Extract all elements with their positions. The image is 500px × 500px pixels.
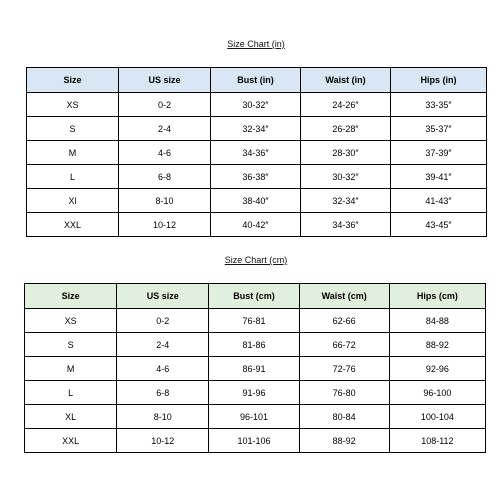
size-cell: XS [25,309,117,333]
waist-cell: 72-76 [299,357,389,381]
bust-cell: 40-42″ [211,213,301,237]
us-size-cell: 10-12 [117,429,209,453]
cm-size-table [24,283,486,453]
table-row [25,429,486,453]
bust-cell: 91-96 [209,381,299,405]
hips-cell: 33-35″ [391,93,487,117]
table-row [25,381,486,405]
us-size-cell: 6-8 [119,165,211,189]
bust-cell: 101-106 [209,429,299,453]
hips-cell: 92-96 [389,357,485,381]
bust-cell: 34-36″ [211,141,301,165]
us-size-cell: 2-4 [117,333,209,357]
us-size-cell: 8-10 [119,189,211,213]
size-cell: XS [27,93,119,117]
table-row [25,333,486,357]
table-row [27,165,487,189]
size-cell: XXL [25,429,117,453]
us-size-cell: 4-6 [117,357,209,381]
waist-cell: 76-80 [299,381,389,405]
waist-cell: 30-32″ [301,165,391,189]
waist-cell: 32-34″ [301,189,391,213]
waist-cell: 26-28″ [301,117,391,141]
waist-cell: 66-72 [299,333,389,357]
header-hips: Hips (cm) [389,284,485,309]
table-row [25,357,486,381]
waist-cell: 34-36″ [301,213,391,237]
waist-cell: 88-92 [299,429,389,453]
us-size-cell: 8-10 [117,405,209,429]
us-size-cell: 6-8 [117,381,209,405]
size-cell: Xl [27,189,119,213]
us-size-cell: 0-2 [119,93,211,117]
hips-cell: 35-37″ [391,117,487,141]
hips-cell: 88-92 [389,333,485,357]
table-row [27,93,487,117]
header-us-size: US size [119,68,211,93]
waist-cell: 62-66 [299,309,389,333]
size-cell: S [25,333,117,357]
bust-cell: 30-32″ [211,93,301,117]
size-cell: S [27,117,119,141]
table-row [27,141,487,165]
hips-cell: 37-39″ [391,141,487,165]
size-cell: M [27,141,119,165]
hips-cell: 84-88 [389,309,485,333]
hips-cell: 39-41″ [391,165,487,189]
bust-cell: 38-40″ [211,189,301,213]
hips-cell: 96-100 [389,381,485,405]
header-bust: Bust (in) [211,68,301,93]
table-row [25,405,486,429]
size-cell: L [25,381,117,405]
bust-cell: 96-101 [209,405,299,429]
waist-cell: 24-26″ [301,93,391,117]
hips-cell: 41-43″ [391,189,487,213]
us-size-cell: 2-4 [119,117,211,141]
us-size-cell: 10-12 [119,213,211,237]
bust-cell: 32-34″ [211,117,301,141]
hips-cell: 100-104 [389,405,485,429]
inch-chart-title: Size Chart (in) [227,39,285,49]
bust-cell: 36-38″ [211,165,301,189]
bust-cell: 81-86 [209,333,299,357]
header-bust: Bust (cm) [209,284,299,309]
size-cell: XL [25,405,117,429]
bust-cell: 86-91 [209,357,299,381]
waist-cell: 28-30″ [301,141,391,165]
table-header-row [25,284,486,309]
header-us-size: US size [117,284,209,309]
inch-size-table [26,67,487,237]
cm-chart-title: Size Chart (cm) [224,255,288,265]
bust-cell: 76-81 [209,309,299,333]
header-hips: Hips (in) [391,68,487,93]
header-size: Size [27,68,119,93]
table-row [27,117,487,141]
us-size-cell: 0-2 [117,309,209,333]
table-row [27,189,487,213]
table-row [27,213,487,237]
header-size: Size [25,284,117,309]
hips-cell: 43-45″ [391,213,487,237]
size-cell: L [27,165,119,189]
size-cell: XXL [27,213,119,237]
table-header-row [27,68,487,93]
header-waist: Waist (cm) [299,284,389,309]
table-row [25,309,486,333]
hips-cell: 108-112 [389,429,485,453]
size-cell: M [25,357,117,381]
header-waist: Waist (in) [301,68,391,93]
us-size-cell: 4-6 [119,141,211,165]
waist-cell: 80-84 [299,405,389,429]
